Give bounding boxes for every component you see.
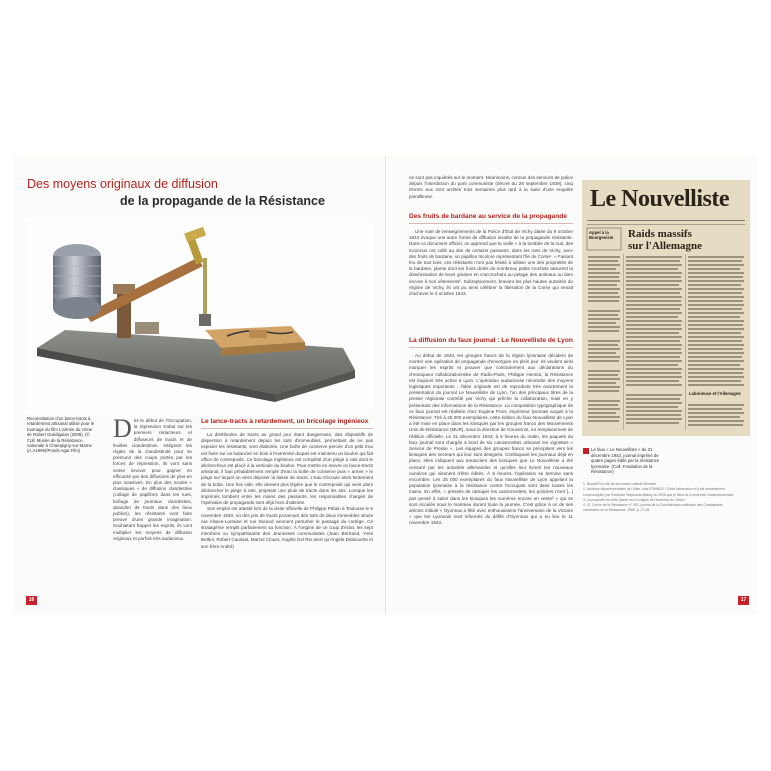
footnote: 1. Bouvet/Pré cité de document cultural Mémoire [583,482,657,486]
subhead-rule [201,428,373,429]
body-nouvelliste: Au début de 1943, les groupes francs de la région lyonnaise décident de monter une opération de propagande d'envergure en plein jour. Ils veulent ainsi marquer les esprits et prouver que contrairement aux déclarations du chroniqueur collaborationniste de Radio-Paris, Philippe Henriot, la Résistance est toujours très active à Lyon. L'opération audacieuse nécessite des moyens logistiques importants : l'idée originale est de reproduire très exactement la présentation du journal Le Nouvelliste de Lyon, l'un des principaux titres de la presse régionale contrôlé par Vichy qui prêche la collaboration, mais en y présentant des informations de la Résistance. La composition typographique de ce faux journal est réalisée chez Eugène Pons, imprimeur lyonnais acquis à la Résistance. Tiré à 25 000 exemplaires, cette édition du faux Nouvelliste de Lyon a été mise en place dans les kiosques par les groupes francs des Mouvements Unis de Résistance (MUR), sous la direction de Gouvernot, en remplacement de l'édition officielle. Le 31 décembre 1943, à 5 heures du matin, les paquets du faux journal sont chargés à bord de six camionnettes arborant les vignettes « Service de Presse ». Les équipes des groupes francs se précipitent vers les kiosques des secteurs qui leur sont désignés. Confisquant les journaux déjà en place, elles indiquent aux tenanciers des kiosques que Le Nouvelliste a été censuré par les autorités allemandes et qu'elles leur livrent les nouveaux numéros qui viennent d'être édités. À 8 heures, l'opération se termine sans encombre. Les 25 000 exemplaires du faux Nouvelliste de Lyon appelant la population lyonnaise à la résistance contre l'occupant sont dans toutes les mains. En effet, « pressés de rattraper les camionnettes, les policiers n'ont [...] pas pensé à saisir dans les kiosques les numéros encore en vente³ » qui se sont écoulés sous le manteau durant toute la journée. C'est grâce à un de ses articles intitulé « Oyonnax a fêté avec enthousiasme l'anniversaire de la Victoire » que les Lyonnais sont informés du défilé d'Oyonnax qui a eu lieu le 11 novembre 1943. [409,353,573,526]
page-number-right: 17 [738,596,749,605]
subhead-rule-nouvelliste [409,347,573,348]
intro-text: ès le début de l'Occupation, la répression s'abat sur les premiers rédacteurs et diffuseurs de tracts et de feuilles clandestines. Intégrant les règles de la clandestinité pour se prémunir des coups portés par les forces de répression, ils vont sans cesse innover pour gagner en efficacité par des diffusions de plus en plus massives. En plus des modes « classiques » de diffusion clandestine (collage de papillons dans les rues, boîtage de journaux clandestins, abandon de tracts dans des lieux publics), les résistants vont faire preuve d'une grande imagination. Souhaitant frapper les esprits, ils vont multiplier les moyens de diffusion originaux et parfois très audacieux. [113,418,192,541]
newspaper-lower-head: Laborieuse et l'Allemagne [689,391,741,396]
subhead-rule-bardane [409,223,573,224]
body-paragraph-1: La distribution de tracts au grand jour étant dangereuse, des dispositifs de dispersion à retardement depuis les toits d'immeubles, permettant de ne pas exposer les résistants, sont élaborés. Une boîte de conserve percée d'un petit trou est fixée sur un balancier en bois à l'extrémité duquel est maintenu un boulon qui fait office de contrepoids. Ce bricolage ingénieux est complété d'un piège à rats dont le déclencheur est placé à la verticale du boulon. Pour mettre en œuvre ce lance-tracts artisanal, il faut préalablement remplir d'eau la boîte de conserve puis « armer » le piège sur lequel on vient déposer la liasse de tracts. L'eau s'écoule alors lentement de la boîte. Une fois vide, elle devient plus légère que le contrepoids qui vient alors déclencher le piège à rats, projetant une pluie de tracts dans les airs. Lorsque les imprimés tombent entre les mains des passants, les responsables chargés de l'opération de propagande sont déjà hors d'atteinte. [201,432,373,506]
footnote: 2. Archives départementales de l'Allier, cote 978W612 / Cette information m'a été aimablement [583,487,725,492]
newspaper-headline-1: Raids massifs [628,228,692,240]
newspaper-masthead: Le Nouvelliste [590,186,729,212]
book-gutter [385,156,386,614]
photo-caption: Reconstitution d'un lance-tracts à retardement artisanal utilisé pour le tournage du film L'armée du crime de Robert Guédiguian (2009). (© Coll. Musée de la Résistance nationale à Champigny-sur-Marne (A.A1999)/Ponds Agat Film) [27,416,95,454]
lance-tracts-illustration [25,218,373,414]
subhead-lance-tracts: Le lance-tracts à retardement, un bricolage ingénieux [201,418,369,425]
caption-marker [583,448,589,454]
newspaper-facsimile [582,180,750,436]
footnote: communiquée par l'historien Stéphanie Attaluy en 2008 que je tiens ici à remercier chaleureusement. [583,492,735,497]
footnote: volontaires de la Résistance, 1989, p. 27-28. [583,508,651,513]
body-bardane: Une note de renseignements de la Police d'État de Vichy datée du 9 octobre 1943 évoque une autre forme de diffusion insolite de la propagande résistante. Dans ce document officiel, on apprend que la veille « à la tombée de la nuit, des inconnus ont collé au dos de certains passants, dans les rues de Vichy, avec des fruits de bardane, un papillon tricolore représentant l'Île de Corse¹. » Faisant feu de tout bois, ces résistants n'ont pas hésité à utiliser une des propriétés de la bardane, plante dont les fruits dotés de nombreux petits crochets assurent la dissémination de leurs graines en s'accrochant au pelage des animaux ou bien encore à nos vêtements². Subrepticement, bravant les plus hautes autorités du régime de Vichy, ils ont pu ainsi célébrer la libération de la Corse qui venait d'achever le 4 octobre 1943. [409,229,573,297]
faux-nouvelliste-image [582,180,750,436]
newspaper-headline-2: sur l'Allemagne [628,240,703,252]
footnotes [583,482,748,514]
lance-tracts-photo [25,218,373,414]
page-number-left: 16 [26,596,37,605]
footnote: 3. La propriété de cette plante est à l'origine de l'invention du Velcro. [583,497,686,502]
title-line-2: de la propagande de la Résistance [120,194,325,208]
dropcap: D [113,414,132,443]
subhead-bardane: Des fruits de bardane au service de la propagande [409,213,567,220]
footnote: 4. Cf. Cercle de la Résistance n° 352, journal de la Confédération nationale des Combattants [583,503,723,508]
newspaper-side-box: Appel à la Bourgeoisie [589,230,614,240]
title-line-1: Des moyens originaux de diffusion [27,177,218,191]
intro-column [113,414,192,542]
body-column-left [201,432,373,550]
body-column-right-top: ne sont pas inquiétés sur le moment. Néanmoins, connus des services de police depuis l'interdiction du parti communiste (décret du 26 septembre 1939), cinq d'entre eux sont arrêtés trois semaines plus tard à la suite d'une enquête pointilleuse. [409,175,573,199]
subhead-nouvelliste: La diffusion du faux journal : Le Nouvelliste de Lyon [409,337,573,344]
newspaper-caption: Le faux « Le Nouvelliste » du 31 décembre 1943, journal imprimé de quatre pages édité par la résistance lyonnaise. (Coll. Fondation de la Résistance) [591,447,660,475]
body-paragraph-2: Son emploi est attesté lors de la visite officielle de Philippe Pétain à Toulouse le 5 novembre 1940, où des jets de tracts provenant des toits de deux immeubles situés rue Alsace-Lorraine et rue Durand viennent perturber le passage du cortège. Ce stratagème remplit parfaitement sa fonction. À l'origine de ce coup d'éclat, les sept membres ou sympathisants des Jeunesses communistes (Jean Bertrand, Yves Bettini, Robert Caussat, Marcel Clouet, Angèle Del Rio ainsi qu'Angèle Delacourte et son frère André) [201,506,373,549]
